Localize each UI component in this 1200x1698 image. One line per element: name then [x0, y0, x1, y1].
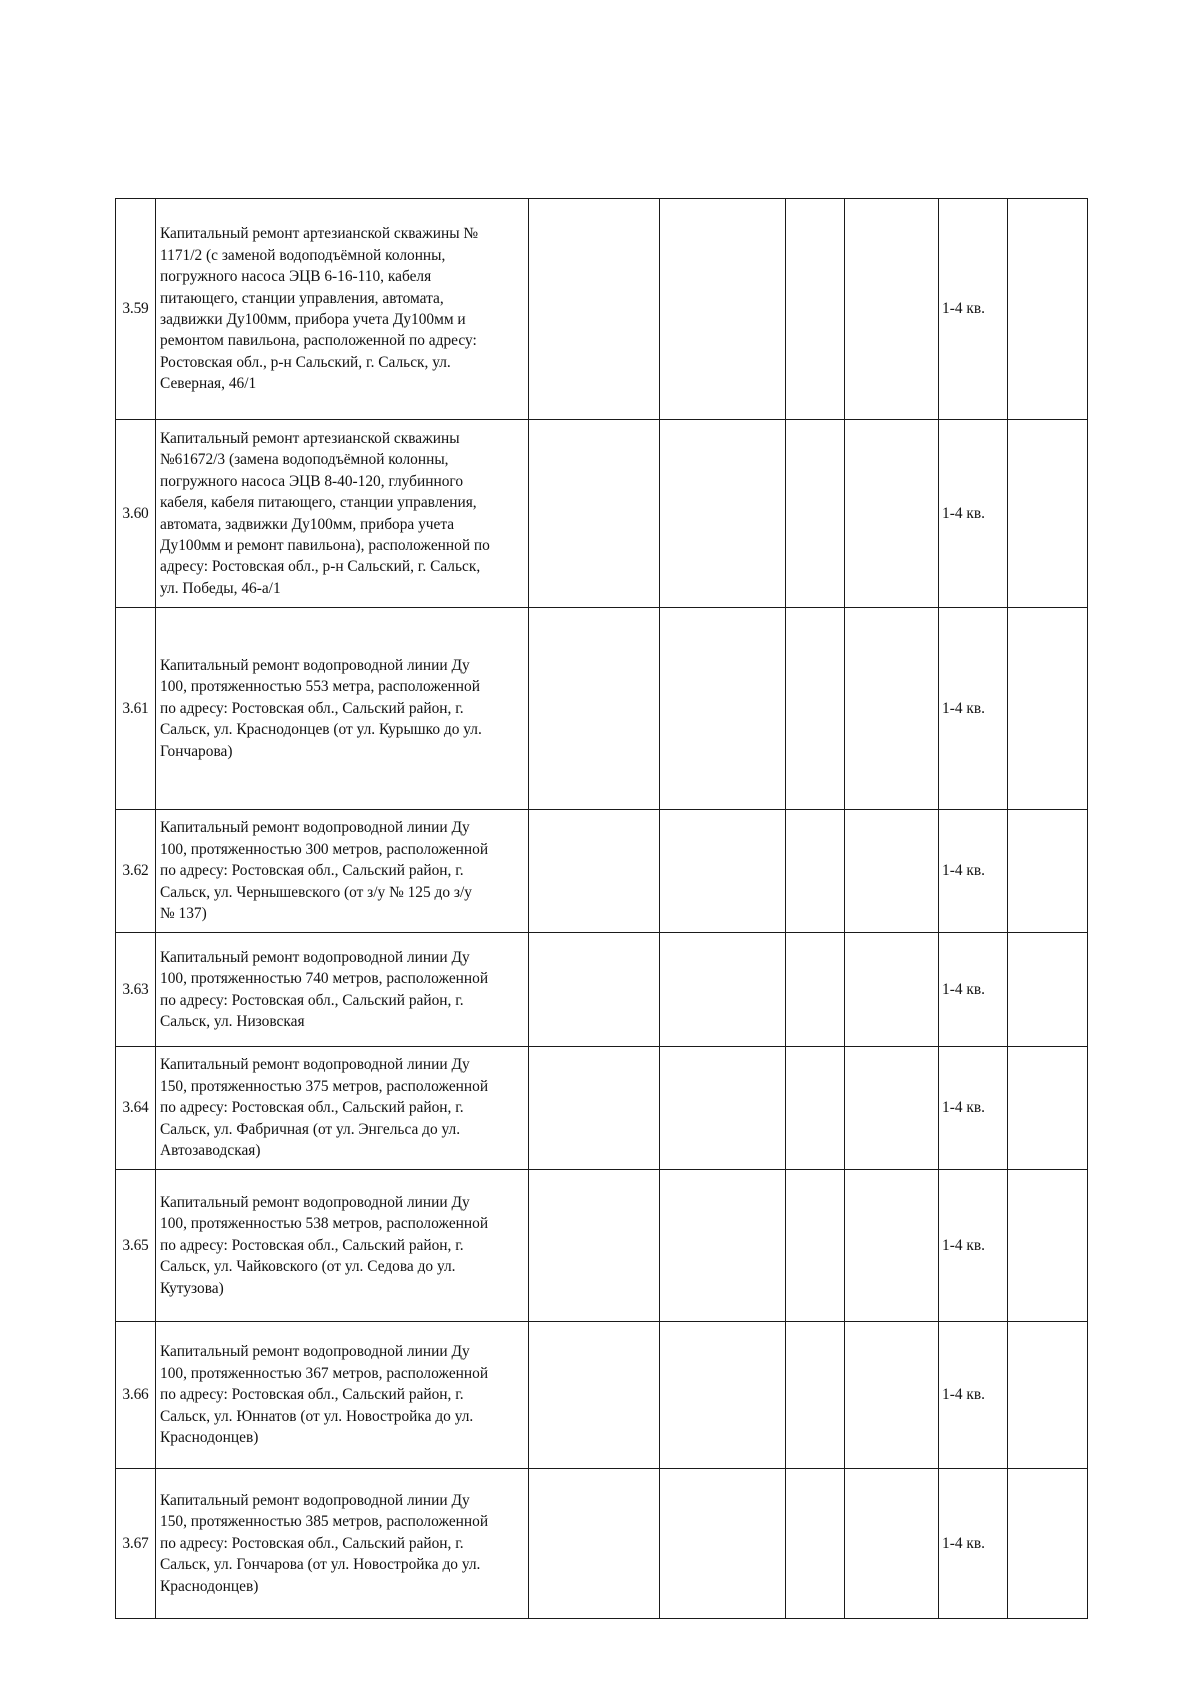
empty-cell	[529, 1170, 660, 1322]
row-period: 1-4 кв.	[939, 1170, 1008, 1322]
row-number: 3.63	[116, 933, 156, 1047]
empty-cell	[529, 810, 660, 933]
empty-cell	[660, 1322, 786, 1469]
empty-cell	[786, 1047, 845, 1170]
empty-cell	[845, 1170, 939, 1322]
row-number: 3.60	[116, 420, 156, 608]
repair-plan-table	[115, 198, 1088, 1619]
empty-cell	[660, 608, 786, 810]
row-description-cell	[156, 1322, 529, 1469]
empty-cell	[660, 1170, 786, 1322]
row-description: Капитальный ремонт водопроводной линии Ду 100, протяженностью 538 метров, расположенной по адресу: Ростовская обл., Сальский район, г. Сальск, ул. Чайковского (от ул. Седова до ул. Кутузова)	[160, 1193, 489, 1297]
empty-cell	[529, 608, 660, 810]
row-description-cell	[156, 608, 529, 810]
empty-cell	[529, 1469, 660, 1619]
empty-cell	[1008, 420, 1088, 608]
empty-cell	[786, 608, 845, 810]
table-row	[116, 1170, 1088, 1322]
empty-cell	[845, 810, 939, 933]
empty-cell	[786, 933, 845, 1047]
empty-cell	[845, 1469, 939, 1619]
row-period: 1-4 кв.	[939, 1469, 1008, 1619]
empty-cell	[529, 420, 660, 608]
row-description-cell	[156, 1469, 529, 1619]
row-number: 3.66	[116, 1322, 156, 1469]
row-period: 1-4 кв.	[939, 810, 1008, 933]
empty-cell	[660, 199, 786, 420]
row-period: 1-4 кв.	[939, 1047, 1008, 1170]
empty-cell	[845, 608, 939, 810]
empty-cell	[786, 1469, 845, 1619]
empty-cell	[529, 1322, 660, 1469]
empty-cell	[1008, 933, 1088, 1047]
empty-cell	[1008, 1047, 1088, 1170]
row-period: 1-4 кв.	[939, 608, 1008, 810]
empty-cell	[529, 933, 660, 1047]
row-period: 1-4 кв.	[939, 420, 1008, 608]
empty-cell	[529, 199, 660, 420]
row-description: Капитальный ремонт водопроводной линии Ду 100, протяженностью 367 метров, расположенной по адресу: Ростовская обл., Сальский район, г. Сальск, ул. Юннатов (от ул. Новостройка до ул. Краснодонцев)	[160, 1343, 489, 1447]
empty-cell	[1008, 1322, 1088, 1469]
row-description: Капитальный ремонт артезианской скважины №61672/3 (замена водоподъёмной колонны, погружного насоса ЭЦВ 8-40-120, глубинного кабеля, кабеля питающего, станции управления, автомата, задвижки Ду100мм, прибора учета Ду100мм и ремонт павильона), расположенной по адресу: Ростовская обл., р-н Сальский, г. Сальск, ул. Победы, 46-а/1	[160, 429, 490, 597]
empty-cell	[1008, 199, 1088, 420]
empty-cell	[786, 810, 845, 933]
row-number: 3.61	[116, 608, 156, 810]
row-description: Капитальный ремонт артезианской скважины № 1171/2 (с заменой водоподъёмной колонны, погружного насоса ЭЦВ 6-16-110, кабеля питающего, станции управления, автомата, задвижки Ду100мм, прибора учета Ду100мм и ремонтом павильона, расположенной по адресу: Ростовская обл., р-н Сальский, г. Сальск, ул. Северная, 46/1	[160, 225, 479, 393]
row-description: Капитальный ремонт водопроводной линии Ду 100, протяженностью 300 метров, расположенной по адресу: Ростовская обл., Сальский район, г. Сальск, ул. Чернышевского (от з/у № 125 до з/у № 137)	[160, 819, 489, 923]
row-description: Капитальный ремонт водопроводной линии Ду 150, протяженностью 375 метров, расположенной по адресу: Ростовская обл., Сальский район, г. Сальск, ул. Фабричная (от ул. Энгельса до ул. Автозаводская)	[160, 1056, 489, 1160]
row-description: Капитальный ремонт водопроводной линии Ду 100, протяженностью 553 метра, расположенной по адресу: Ростовская обл., Сальский район, г. Сальск, ул. Краснодонцев (от ул. Курышко до ул. Гончарова)	[160, 656, 482, 760]
row-period: 1-4 кв.	[939, 1322, 1008, 1469]
row-description: Капитальный ремонт водопроводной линии Ду 100, протяженностью 740 метров, расположенной по адресу: Ростовская обл., Сальский район, г. Сальск, ул. Низовская	[160, 948, 489, 1030]
empty-cell	[845, 1047, 939, 1170]
row-number: 3.64	[116, 1047, 156, 1170]
empty-cell	[660, 1047, 786, 1170]
table-row	[116, 199, 1088, 420]
empty-cell	[660, 420, 786, 608]
table-row	[116, 608, 1088, 810]
table-row	[116, 1469, 1088, 1619]
row-number: 3.67	[116, 1469, 156, 1619]
empty-cell	[1008, 1469, 1088, 1619]
empty-cell	[1008, 810, 1088, 933]
empty-cell	[1008, 1170, 1088, 1322]
table-row	[116, 1322, 1088, 1469]
empty-cell	[1008, 608, 1088, 810]
empty-cell	[845, 1322, 939, 1469]
row-description: Капитальный ремонт водопроводной линии Ду 150, протяженностью 385 метров, расположенной по адресу: Ростовская обл., Сальский район, г. Сальск, ул. Гончарова (от ул. Новостройка до ул. Краснодонцев)	[160, 1491, 489, 1595]
table-body	[116, 199, 1088, 1619]
empty-cell	[845, 933, 939, 1047]
row-description-cell	[156, 810, 529, 933]
row-description-cell	[156, 1047, 529, 1170]
table-row	[116, 420, 1088, 608]
table-row	[116, 810, 1088, 933]
row-number: 3.59	[116, 199, 156, 420]
row-number: 3.62	[116, 810, 156, 933]
empty-cell	[845, 420, 939, 608]
empty-cell	[786, 420, 845, 608]
empty-cell	[786, 199, 845, 420]
row-number: 3.65	[116, 1170, 156, 1322]
empty-cell	[786, 1170, 845, 1322]
row-period: 1-4 кв.	[939, 199, 1008, 420]
empty-cell	[786, 1322, 845, 1469]
empty-cell	[660, 810, 786, 933]
row-period: 1-4 кв.	[939, 933, 1008, 1047]
table-row	[116, 933, 1088, 1047]
empty-cell	[660, 933, 786, 1047]
empty-cell	[660, 1469, 786, 1619]
empty-cell	[845, 199, 939, 420]
row-description-cell	[156, 420, 529, 608]
row-description-cell	[156, 1170, 529, 1322]
empty-cell	[529, 1047, 660, 1170]
row-description-cell	[156, 933, 529, 1047]
row-description-cell	[156, 199, 529, 420]
table-row	[116, 1047, 1088, 1170]
